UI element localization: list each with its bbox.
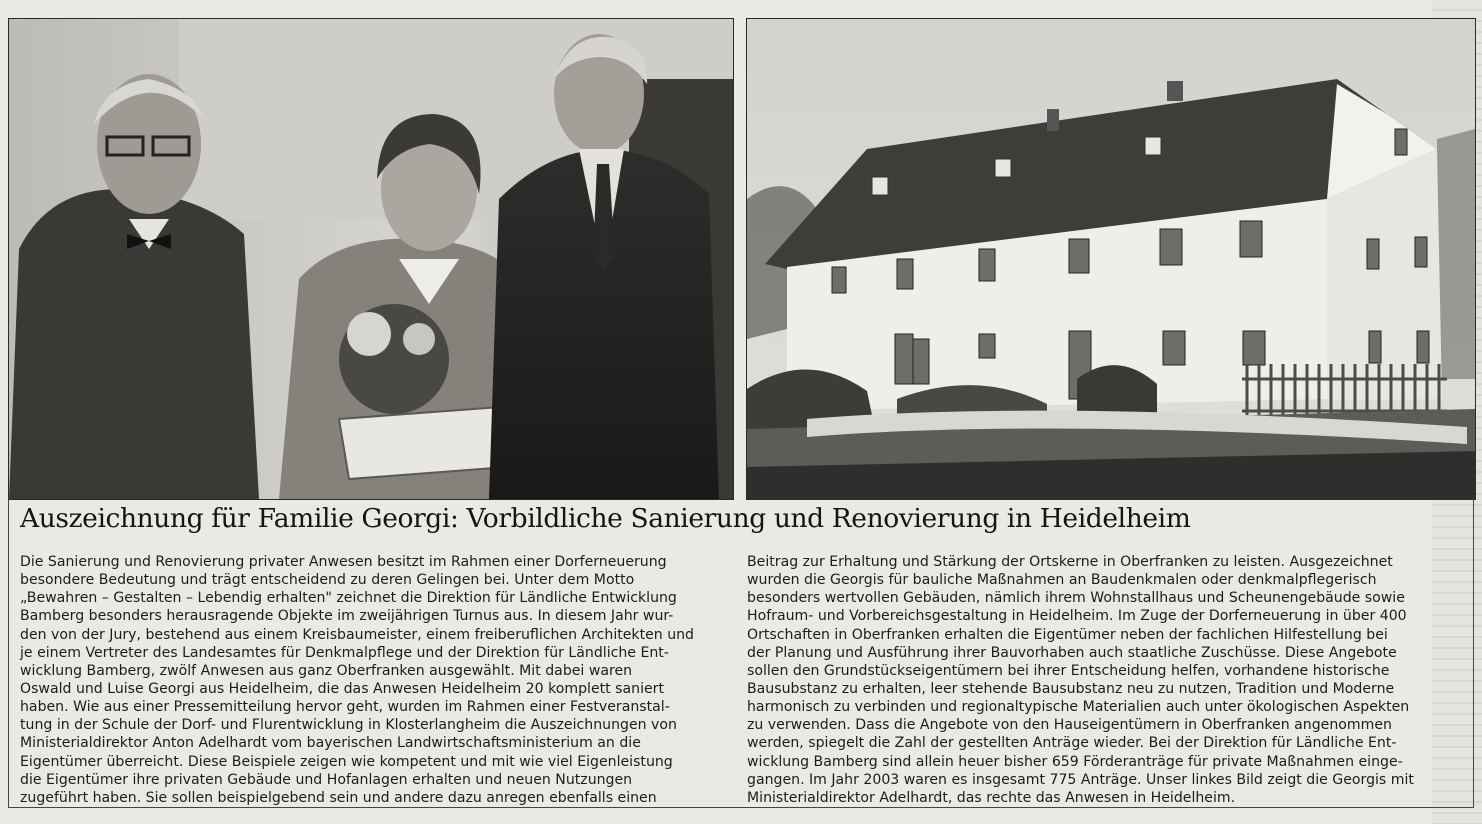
article-column-left <box>20 553 728 807</box>
article-text-line: zu verwenden. Dass die Angebote von den Hauseigentümern in Oberfranken angenommen <box>747 717 1392 734</box>
article-text-line: wurden die Georgis für bauliche Maßnahmen an Baudenkmalen oder denkmalpflegerisch <box>747 572 1377 589</box>
article-text-line: Beitrag zur Erhaltung und Stärkung der Ortskerne in Oberfranken zu leisten. Ausgezeichnet <box>747 554 1393 570</box>
article-text-line: werden, spiegelt die Zahl der gestellten Anträge wieder. Bei der Direktion für Ländliche Ent- <box>747 735 1397 752</box>
article-text-line: Oswald und Luise Georgi aus Heidelheim, die das Anwesen Heidelheim 20 komplett saniert <box>20 680 664 697</box>
article-text-line: gangen. Im Jahr 2003 waren es insgesamt 775 Anträge. Unser linkes Bild zeigt die Georgis mit <box>747 771 1414 788</box>
article-text-line: Ortschaften in Oberfranken erhalten die Eigentümer neben der fachlichen Hilfestellung bei <box>747 626 1388 643</box>
article-text-line: den von der Jury, bestehend aus einem Kreisbaumeister, einem freiberuflichen Architekten und <box>20 626 695 643</box>
article-text-line: Bausubstanz zu erhalten, leer stehende Bausubstanz neu zu nutzen, Tradition und Moderne <box>747 680 1395 697</box>
article-text-line: tung in der Schule der Dorf- und Flurentwicklung in Klosterlangheim die Auszeichnungen von <box>20 717 677 734</box>
article-text-line: die Eigentümer ihre privaten Gebäude und Hofanlagen erhalten und neuen Nutzungen <box>20 771 633 788</box>
article-text-line: Bamberg besonders herausragende Objekte im zweijährigen Turnus aus. In diesem Jahr wur- <box>20 608 674 625</box>
article-text-line: Ministerialdirektor Adelhardt, das rechte das Anwesen in Heidelheim. <box>747 789 1236 806</box>
article-text-line: Die Sanierung und Renovierung privater Anwesen besitzt im Rahmen einer Dorferneuerung <box>20 554 667 570</box>
article-text-line: besondere Bedeutung und trägt entscheidend zu deren Gelingen bei. Unter dem Motto <box>20 572 635 589</box>
article-text-line: Eigentümer überreicht. Diese Beispiele zeigen wie kompetent und mit wie viel Eigenleistung <box>20 753 673 770</box>
article-text-line: der Planung und Ausführung ihrer Bauvorhaben auch staatliche Zuschüsse. Diese Angebote <box>747 644 1397 661</box>
article-text-line: haben. Wie aus einer Pressemitteilung hervor geht, wurden im Rahmen einer Festveranstal- <box>20 699 670 716</box>
article-text-line: sollen den Grundstückseigentümern bei ihrer Entscheidung helfen, vorhandene historische <box>747 662 1390 679</box>
article-text-line: „Bewahren – Gestalten – Lebendig erhalten" zeichnet die Direktion für Ländliche Entwicklung <box>20 590 677 607</box>
article-text-line: Hofraum- und Vorbereichsgestaltung in Heidelheim. Im Zuge der Dorferneuerung in über 400 <box>747 608 1407 625</box>
article-headline: Auszeichnung für Familie Georgi: Vorbildliche Sanierung und Renovierung in Heidelheim <box>20 503 1191 534</box>
article-text-line: zugeführt haben. Sie sollen beispielgebend sein und andere dazu anregen ebenfalls einen <box>20 789 657 806</box>
article-column-right <box>747 553 1455 807</box>
photo-renovated-house <box>746 18 1476 500</box>
article-text-line: je einem Vertreter des Landesamtes für Denkmalpflege und der Direktion für Ländliche Ent- <box>20 644 669 661</box>
photo-award-ceremony <box>8 18 734 500</box>
article-text-line: wicklung Bamberg, zwölf Anwesen aus ganz Oberfranken ausgewählt. Mit dabei waren <box>20 662 633 679</box>
article-text-line: harmonisch zu verbinden und regionaltypische Materialien auch unter ökologischen Aspekten <box>747 699 1410 716</box>
article-text-line: besonders wertvollen Gebäuden, nämlich ihrem Wohnstallhaus und Scheunengebäude sowie <box>747 590 1405 607</box>
article-text-line: wicklung Bamberg sind allein heuer bisher 659 Förderanträge für private Maßnahmen einge- <box>747 753 1403 770</box>
article-text-line: Ministerialdirektor Anton Adelhardt vom bayerischen Landwirtschaftsministerium an die <box>20 735 641 752</box>
